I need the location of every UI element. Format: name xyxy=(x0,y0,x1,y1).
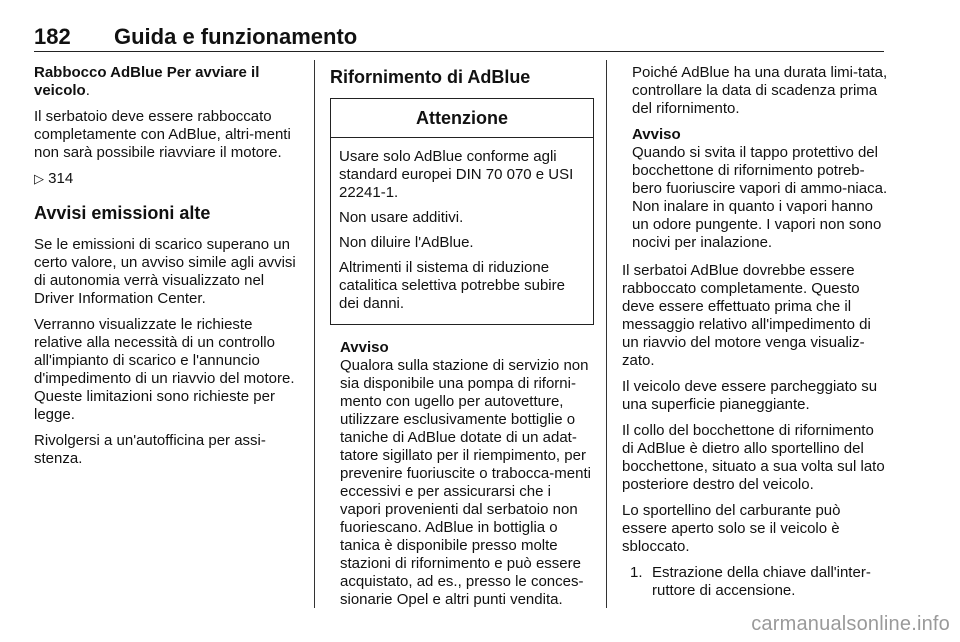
refill-paragraph-2: Il veicolo deve essere parcheggiato su una superficie pianeggiante. xyxy=(622,378,878,413)
attention-item: Non usare additivi. xyxy=(339,209,464,226)
refill-paragraph-1: Il serbatoi AdBlue dovrebbe essere rabboccato completamente. Questo deve essere effettuato prima che il messaggio relativo all'impedimento di un riavvio del motore venga visualiz-zato. xyxy=(622,262,871,369)
refill-paragraph-heading xyxy=(34,64,304,100)
arrow-reference-icon: ▷ xyxy=(34,171,44,186)
list-item xyxy=(622,564,888,600)
column-left xyxy=(34,64,304,476)
refill-paragraph: Il serbatoio deve essere rabboccato completamente con AdBlue, altri-menti non sarà possibile riavviare il motore. xyxy=(34,108,291,161)
column-middle xyxy=(330,64,594,609)
page-number: 182 xyxy=(34,24,71,49)
note-text: Qualora sulla stazione di servizio non sia disponibile una pompa di riforni-mento con ugello per autovetture, utilizzare esclusivamente bottiglie o taniche di AdBlue dotate di un adat-tatore sigillato per il riempimento, per prevenire fuoriuscite o trabocca-menti eccessivi e per assicurarsi che i vapori provenienti dal serbatoio non fuoriescano. AdBlue in bottiglia o tanica è disponibile presso molte stazioni di rifornimento e può essere acquistato, ad es., presso le conces-sionarie Opel e altri punti vendita. xyxy=(340,357,591,608)
attention-item: Altrimenti il sistema di riduzione catalitica selettiva potrebbe subire dei danni. xyxy=(339,259,565,312)
chapter-title: Guida e funzionamento xyxy=(114,24,358,49)
section-heading-adblue-refuel: Rifornimento di AdBlue xyxy=(330,67,531,87)
list-number: 1. xyxy=(630,564,643,581)
note-block xyxy=(330,339,594,609)
attention-item: Non diluire l'AdBlue. xyxy=(339,234,474,251)
attention-title: Attenzione xyxy=(416,108,508,128)
refill-paragraph-3: Il collo del bocchettone di rifornimento di AdBlue è dietro allo sportellino del bocchettone, situato a sua volta sul lato posteriore destro del veicolo. xyxy=(622,422,885,493)
attention-box xyxy=(330,98,594,325)
watermark: carmanualsonline.info xyxy=(751,613,950,635)
note-text: Quando si svita il tappo protettivo del bocchettone di rifornimento potreb-bero fuoriuscire vapori di ammo-niaca. Non inalare in quanto i vapori hanno un odore pungente. I vapori non sono nocivi per inalazione. xyxy=(632,144,888,251)
refill-heading-tail: . xyxy=(85,82,90,99)
section-heading-emissions: Avvisi emissioni alte xyxy=(34,203,211,223)
emissions-paragraph-3: Rivolgersi a un'autofficina per assi-stenza. xyxy=(34,432,266,467)
refill-heading: Rabbocco AdBlue Per avviare il veicolo xyxy=(34,64,260,99)
header-divider xyxy=(34,51,884,52)
attention-body xyxy=(331,138,593,324)
attention-item: Usare solo AdBlue conforme agli standard europei DIN 70 070 e USI 22241-1. xyxy=(339,148,574,201)
refill-paragraph-4: Lo sportellino del carburante può essere aperto solo se il veicolo è sbloccato. xyxy=(622,502,841,555)
emissions-paragraph-2: Verranno visualizzate le richieste relative alla necessità di un controllo all'impianto di scarico e l'annuncio d'impedimento di un riavvio del motore. Queste limitazioni sono richieste per legge. xyxy=(34,316,295,423)
intro-block xyxy=(622,64,888,252)
column-divider-2 xyxy=(606,60,607,608)
note-label: Avviso xyxy=(632,126,681,143)
page-reference[interactable] xyxy=(34,170,304,188)
note-label: Avviso xyxy=(340,339,389,356)
column-divider-1 xyxy=(314,60,315,608)
column-right xyxy=(622,64,888,600)
intro-paragraph: Poiché AdBlue ha una durata limi-tata, controllare la data di scadenza prima del rifornimento. xyxy=(632,64,888,117)
list-text: Estrazione della chiave dall'inter-ruttore di accensione. xyxy=(652,564,871,599)
page-header xyxy=(34,24,884,52)
emissions-paragraph-1: Se le emissioni di scarico superano un certo valore, un avviso simile agli avvisi di autonomia verrà visualizzato nel Driver Information Center. xyxy=(34,236,296,307)
page-reference-number: 314 xyxy=(48,170,74,187)
